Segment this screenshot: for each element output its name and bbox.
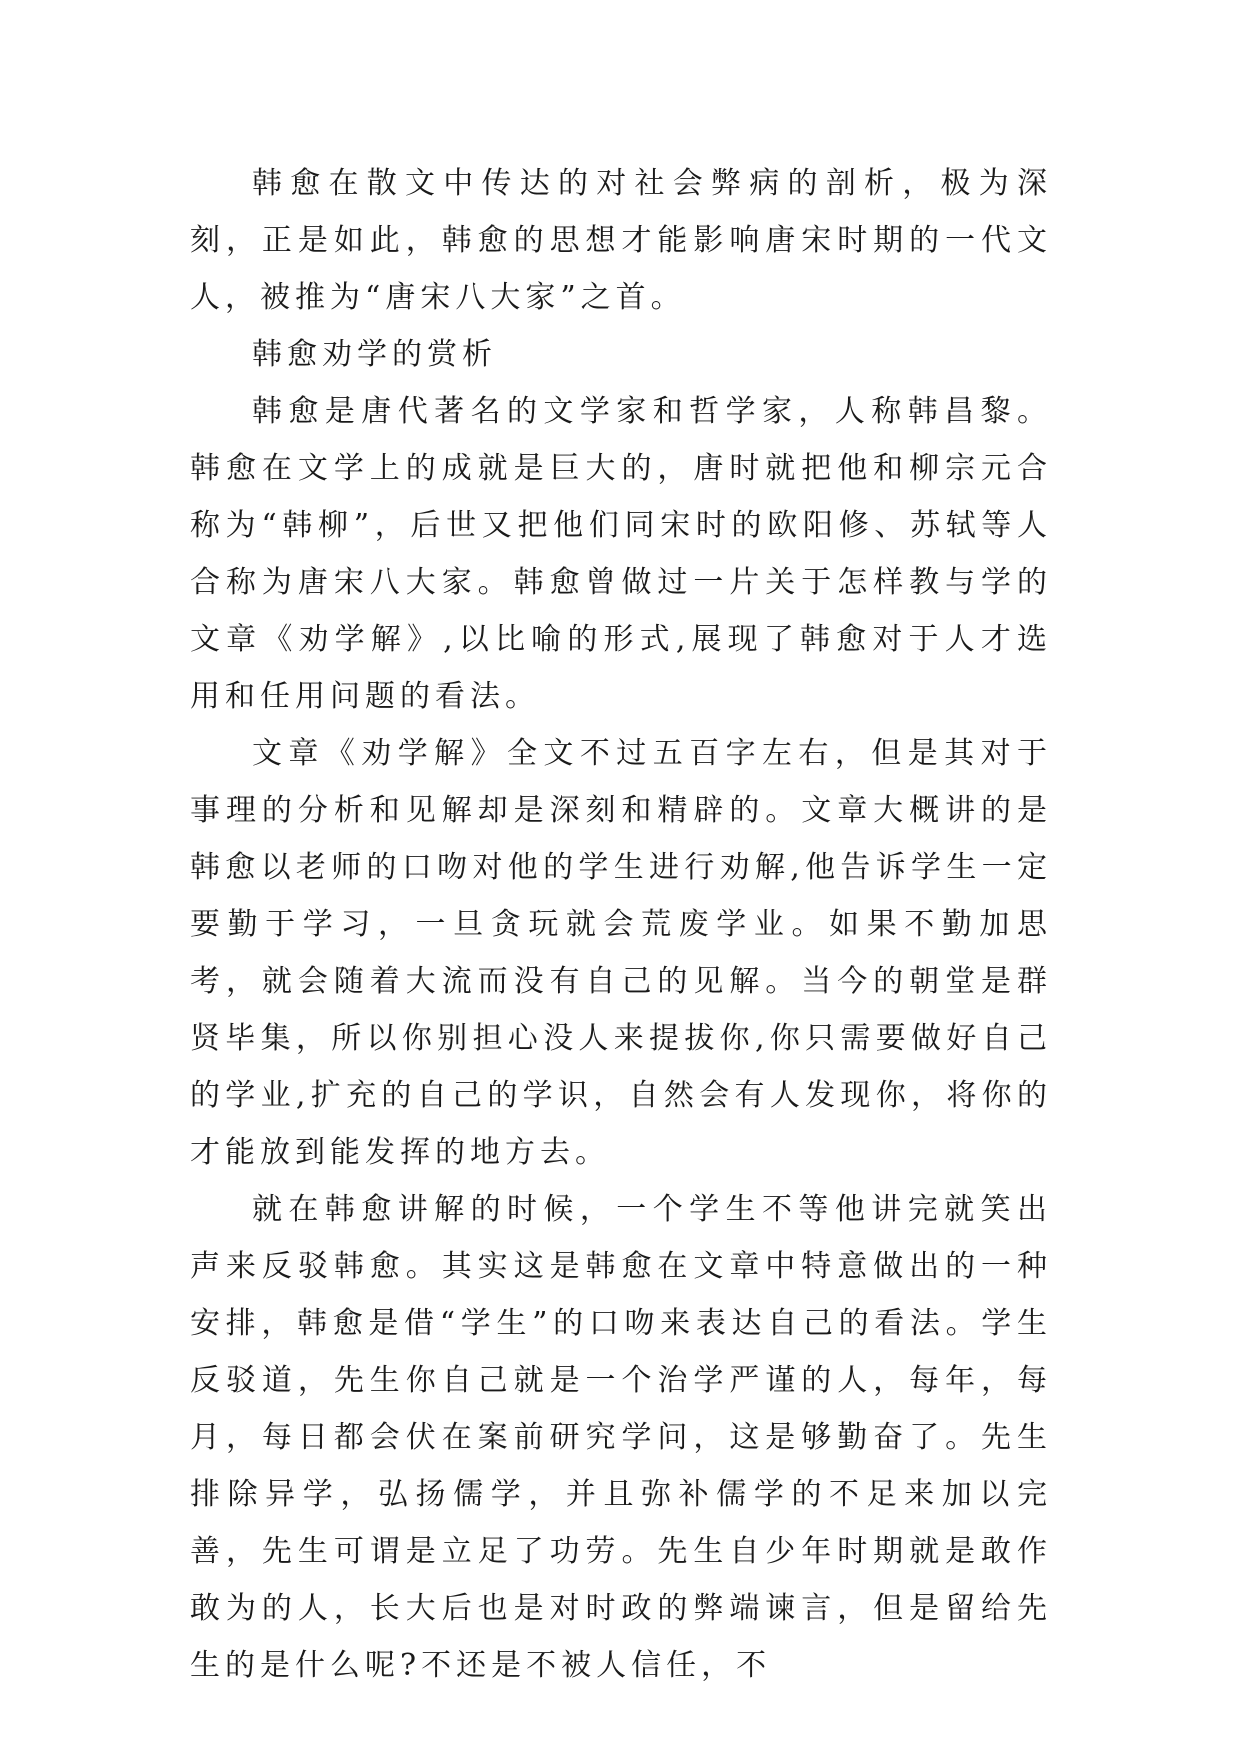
paragraph-4: 就在韩愈讲解的时候，一个学生不等他讲完就笑出声来反驳韩愈。其实这是韩愈在文章中特意做出的一种安排，韩愈是借“学生”的口吻来表达自己的看法。学生反驳道，先生你自己就是一个治学严谨的人，每年，每月，每日都会伏在案前研究学问，这是够勤奋了。先生排除异学，弘扬儒学，并且弥补儒学的不足来加以完善，先生可谓是立足了功劳。先生自少年时期就是敢作敢为的人，长大后也是对时政的弊端谏言，但是留给先生的是什么呢?不还是不被人信任，不: [190, 1192, 1052, 1683]
document-body: [190, 155, 1052, 1694]
section-heading: 韩愈劝学的赏析: [252, 337, 497, 372]
paragraph-1: 韩愈在散文中传达的对社会弊病的剖析，极为深刻，正是如此，韩愈的思想才能影响唐宋时期的一代文人，被推为“唐宋八大家”之首。: [190, 166, 1052, 315]
paragraph-3: 文章《劝学解》全文不过五百字左右，但是其对于事理的分析和见解却是深刻和精辟的。文章大概讲的是韩愈以老师的口吻对他的学生进行劝解,他告诉学生一定要勤于学习，一旦贪玩就会荒废学业。如果不勤加思考，就会随着大流而没有自己的见解。当今的朝堂是群贤毕集，所以你别担心没人来提拔你,你只需要做好自己的学业,扩充的自己的学识，自然会有人发现你，将你的才能放到能发挥的地方去。: [190, 736, 1052, 1170]
paragraph-2: 韩愈是唐代著名的文学家和哲学家，人称韩昌黎。韩愈在文学上的成就是巨大的，唐时就把他和柳宗元合称为“韩柳”，后世又把他们同宋时的欧阳修、苏轼等人合称为唐宋八大家。韩愈曾做过一片关于怎样教与学的文章《劝学解》,以比喻的形式,展现了韩愈对于人才选用和任用问题的看法。: [190, 394, 1052, 714]
